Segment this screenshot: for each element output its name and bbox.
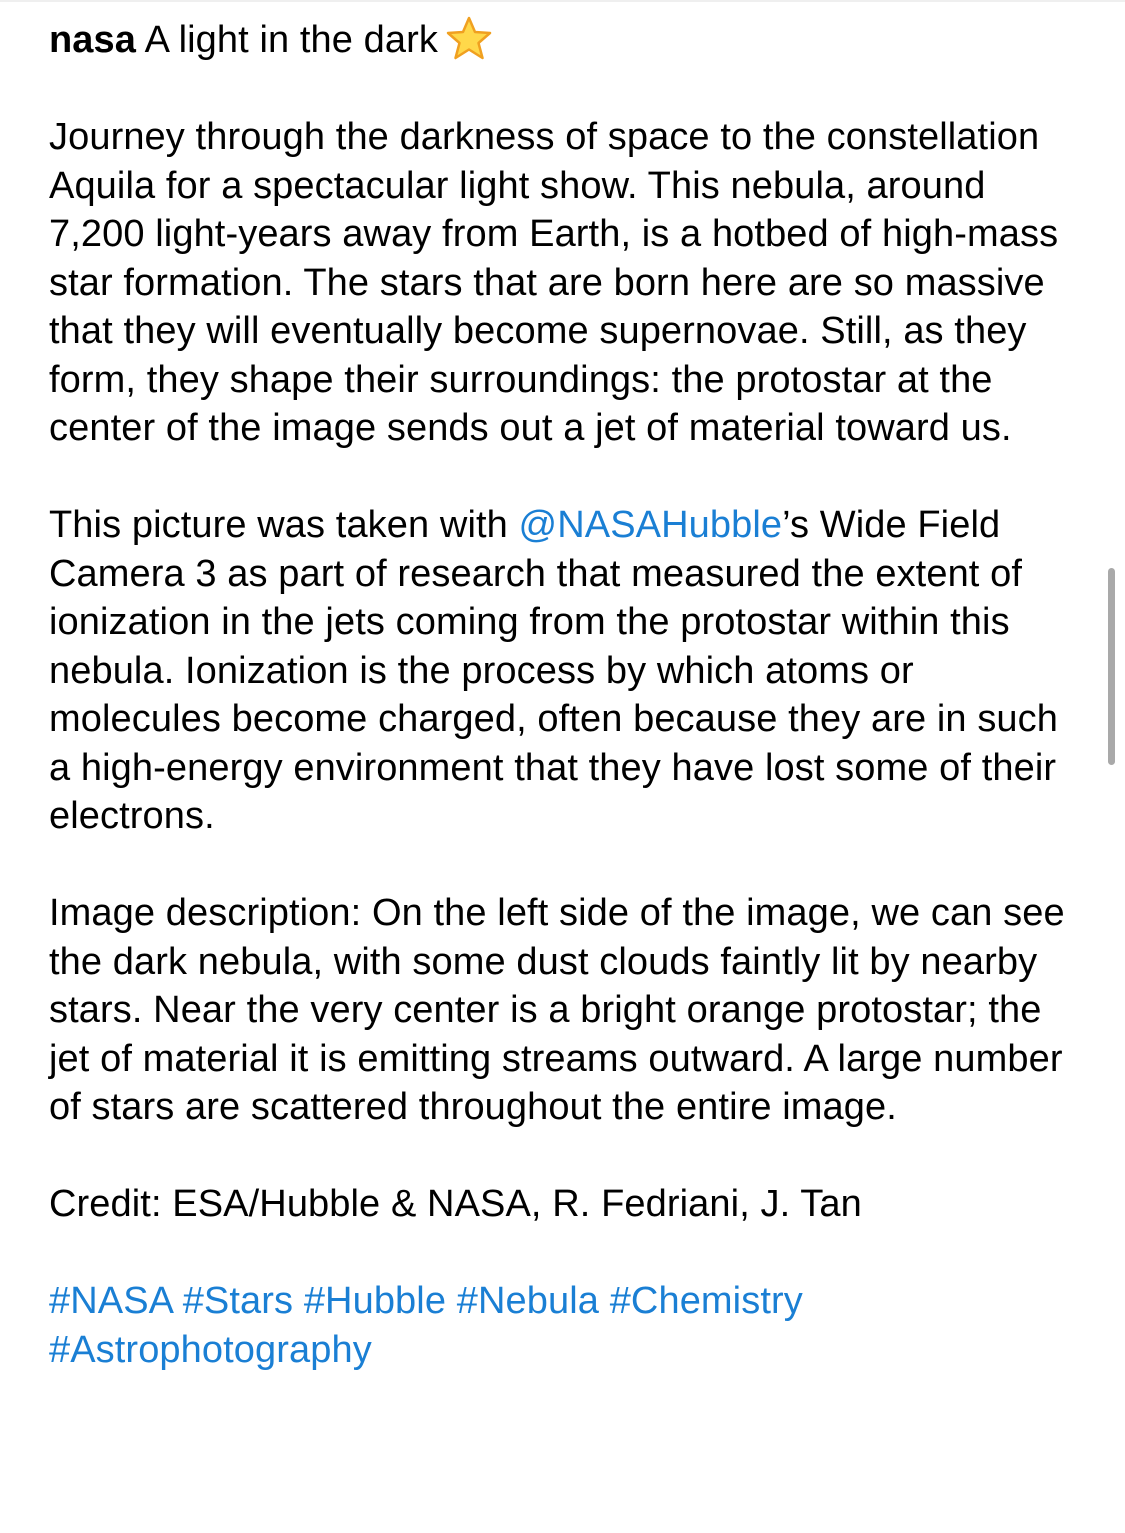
- hashtag-link[interactable]: #Hubble: [303, 1280, 447, 1322]
- username-link[interactable]: nasa: [49, 19, 137, 61]
- hashtag-list: [49, 1277, 1089, 1374]
- nasahubble-mention-link[interactable]: @NASAHubble: [518, 504, 783, 546]
- hashtag-link[interactable]: #NASA: [49, 1280, 173, 1322]
- caption-header: [49, 16, 1089, 65]
- scrollbar-thumb[interactable]: [1108, 568, 1115, 765]
- hashtag-link[interactable]: #Astrophotography: [49, 1328, 372, 1371]
- caption-paragraph-2: [49, 501, 1089, 841]
- top-divider: [0, 0, 1125, 2]
- paragraph-2-text-end: ’s Wide Field Camera 3 as part of research that measured the extent of ionization in the jets coming from the protostar within this nebula. Ionization is the process by which atoms or molecules become charged, often because they are in such a high-energy environment that they have lost some of their electrons.: [49, 504, 1058, 837]
- post-caption: [49, 16, 1089, 1374]
- paragraph-2-text-start: This picture was taken with: [49, 504, 519, 546]
- hashtag-link[interactable]: #Stars: [182, 1280, 294, 1322]
- star-icon: [444, 16, 494, 60]
- caption-title: A light in the dark: [144, 19, 438, 61]
- hashtag-link[interactable]: #Nebula: [456, 1280, 600, 1322]
- caption-paragraph-1: Journey through the darkness of space to the constellation Aquila for a spectacular light show. This nebula, around 7,200 light-years away from Earth, is a hotbed of high-mass star formation. The stars that are born here are so massive that they will eventually become supernovae. Still, as they form, they shape their surroundings: the protostar at the center of the image sends out a jet of material toward us.: [49, 116, 1059, 449]
- credit-line: Credit: ESA/Hubble & NASA, R. Fedriani, J. Tan: [49, 1183, 862, 1225]
- hashtag-link[interactable]: #Chemistry: [609, 1280, 803, 1322]
- caption-paragraph-3: Image description: On the left side of the image, we can see the dark nebula, with some dust clouds faintly lit by nearby stars. Near the very center is a bright orange protostar; the jet of material it is emitting streams outward. A large number of stars are scattered throughout the entire image.: [49, 892, 1065, 1128]
